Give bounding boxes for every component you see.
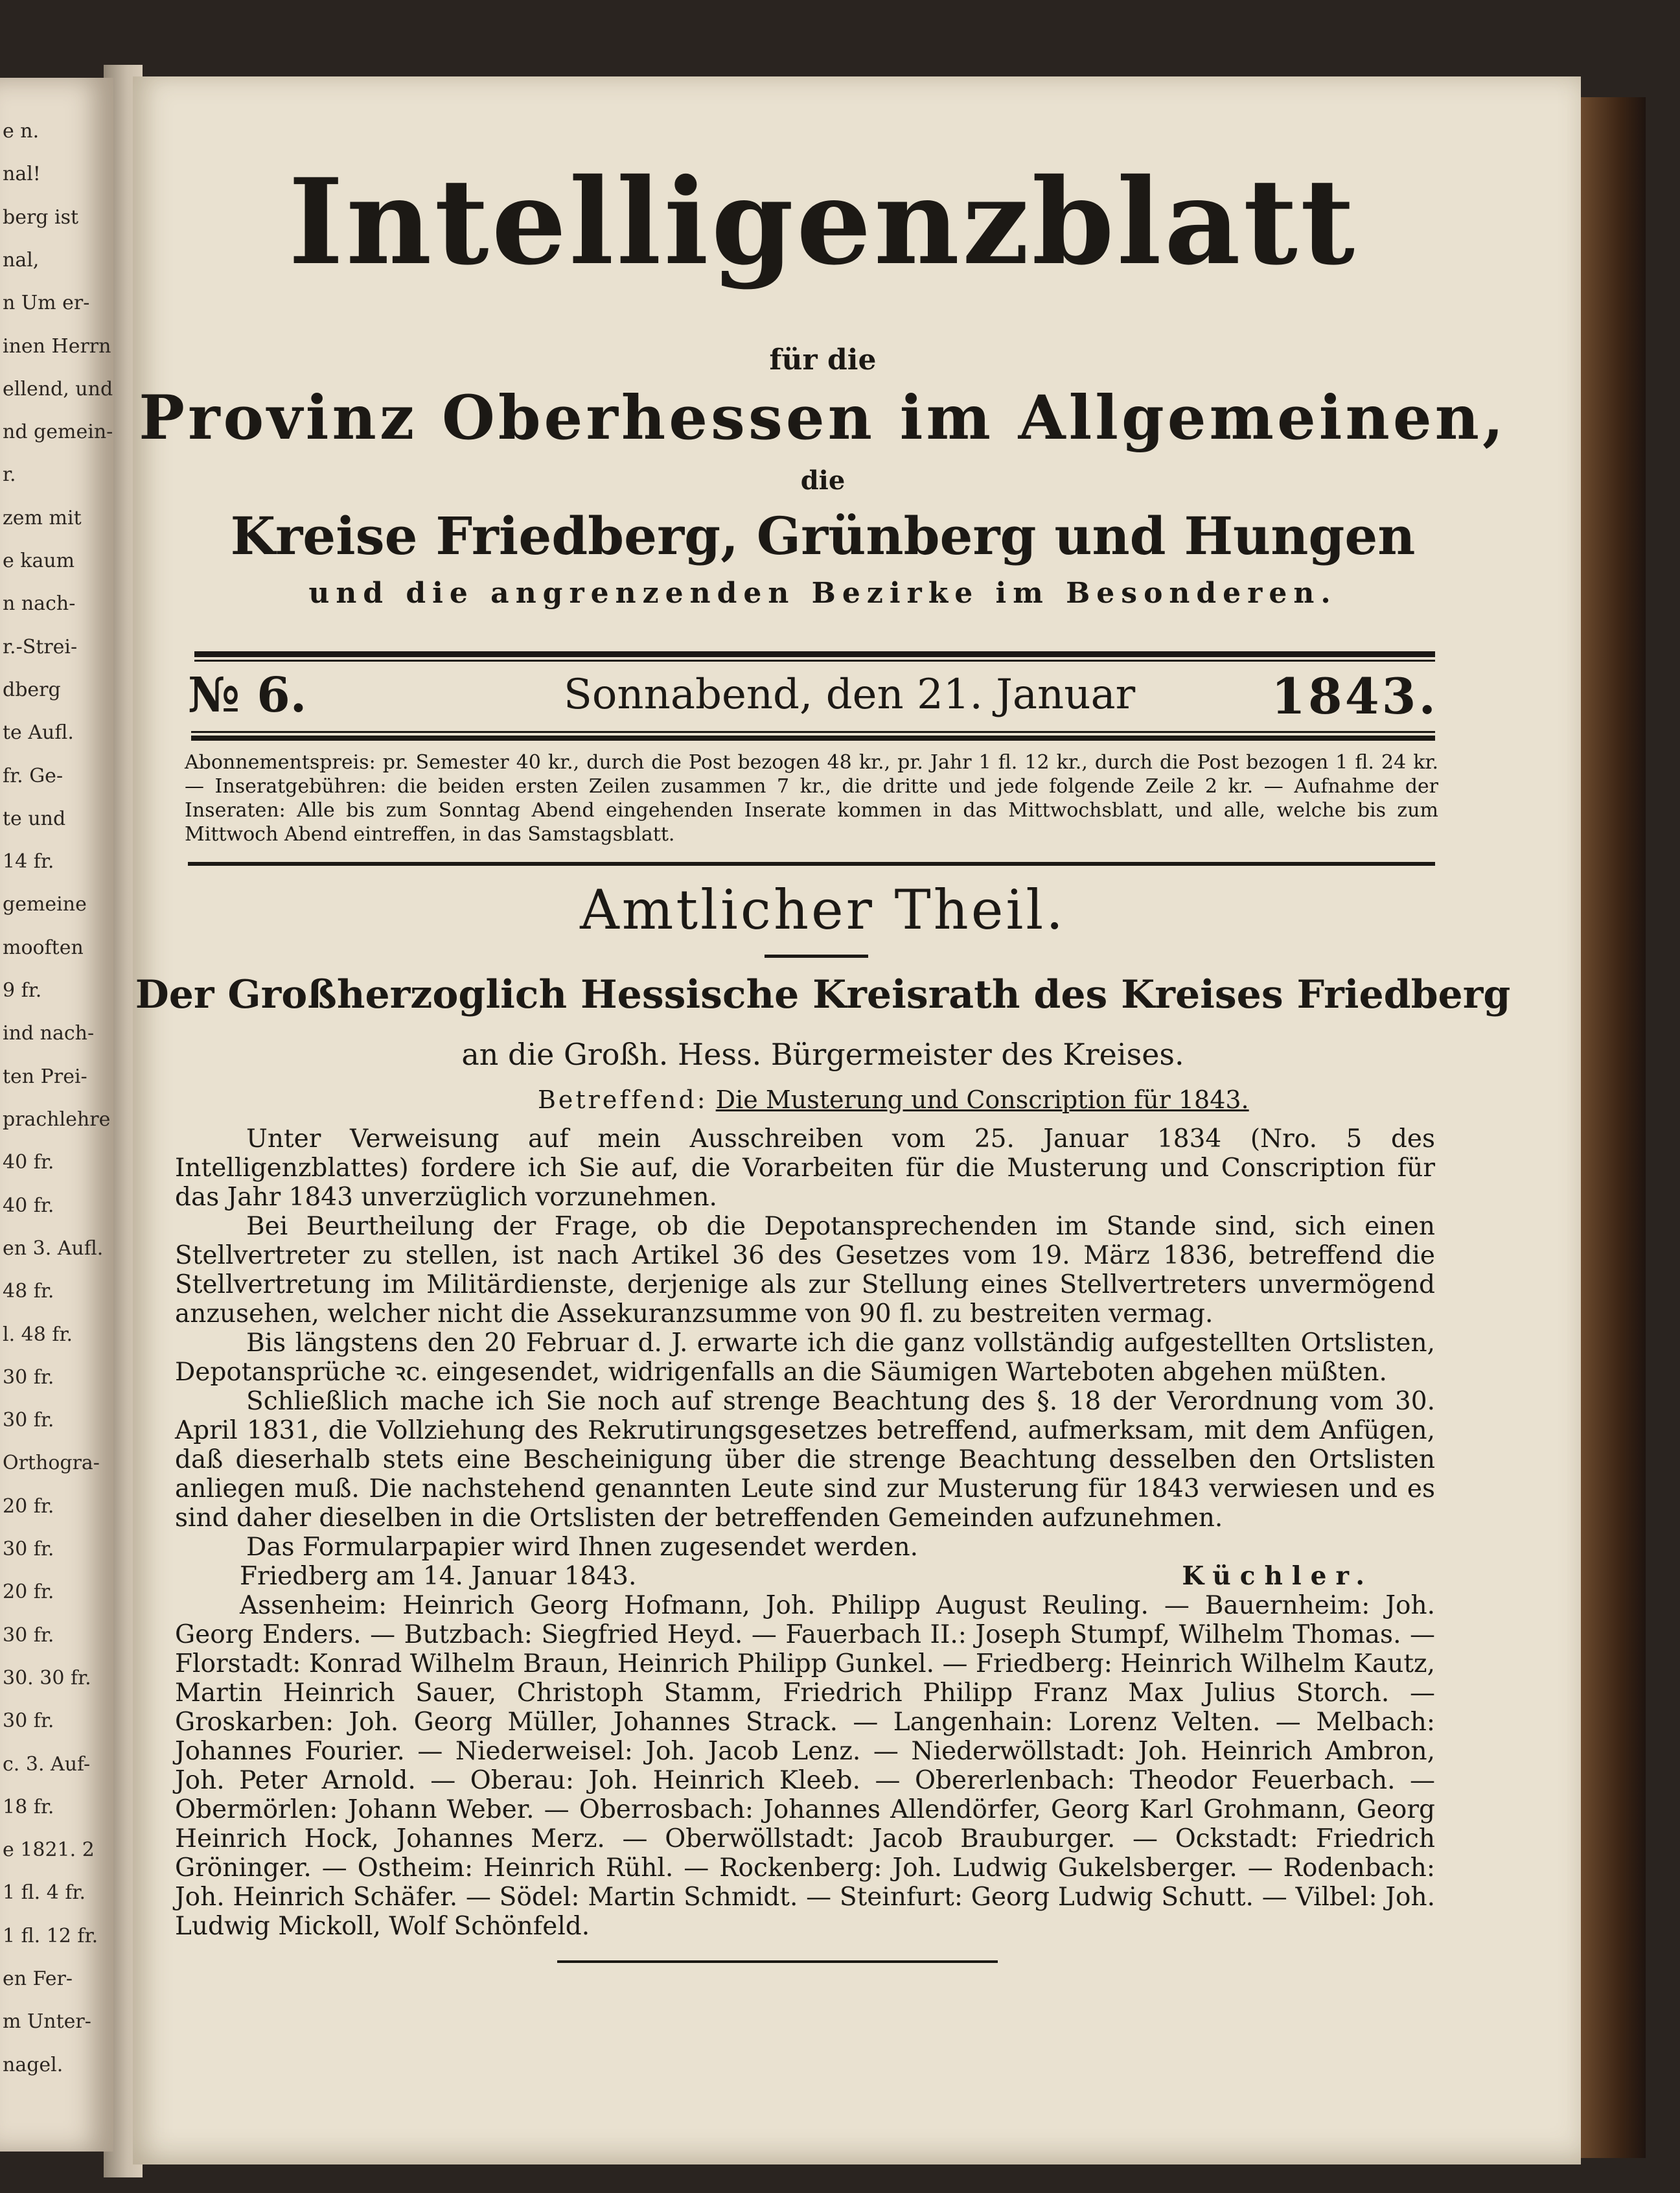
article-subheading: an die Großh. Hess. Bürgermeister des Kreises. bbox=[461, 1037, 1184, 1072]
left-page-fragment: nagel. bbox=[3, 2053, 63, 2076]
left-page-fragment: e 1821. 2 bbox=[3, 1839, 95, 1862]
left-page-fragment: Orthogra- bbox=[3, 1452, 100, 1475]
article-paragraph: Bis längstens den 20 Februar d. J. erwarte ich die ganz vollständig aufgestellten Ortslisten, Depotansprüche ꝛc. eingesendet, widrigenfalls an die Säumigen Warteboten abgehen müßten. bbox=[175, 1329, 1435, 1387]
left-page-fragment: r.-Strei- bbox=[3, 635, 78, 658]
left-page-fragment: prachlehre bbox=[3, 1108, 111, 1131]
conscript-names-list: Assenheim: Heinrich Georg Hofmann, Joh. Philipp August Reuling. — Bauernheim: Joh. Georg Enders. — Butzbach: Siegfried Heyd. — Fauerbach II.: Joseph Stumpf, Wilhelm Thomas. — Florstadt: Konrad Wilhelm Braun, Heinrich Philipp Gunkel. — Friedberg: Heinrich Wilhelm Kautz, Martin Heinrich Sauer, Christoph Stamm, Friedrich Philipp Franz Max Julius Storch. — Groskarben: Joh. Georg Müller, Johannes Strack. — Langenhain: Lorenz Velten. — Melbach: Johannes Fourier. — Niederweisel: Joh. Jacob Lenz. — Niederwöllstadt: Joh. Heinrich Ambron, Joh. Peter Arnold. — Oberau: Joh. Heinrich Kleeb. — Obererlenbach: Theodor Feuerbach. — Obermörlen: Johann Weber. — Oberrosbach: Johannes Allendörfer, Georg Karl Grohmann, Georg Heinrich Hock, Johannes Merz. — Oberwöllstadt: Jacob Brauburger. — Ockstadt: Friedrich Gröninger. — Ostheim: Heinrich Rühl. — Rockenberg: Joh. Ludwig Gukelsberger. — Rodenbach: Joh. Heinrich Schäfer. — Södel: Martin Schmidt. — Steinfurt: Georg Ludwig Schutt. — Vilbel: Joh. Ludwig Mickoll, Wolf Schönfeld. bbox=[175, 1591, 1435, 1941]
left-page-fragment: 40 fr. bbox=[3, 1151, 54, 1174]
left-page-fragment: zem mit bbox=[3, 506, 82, 529]
article-heading: Der Großherzoglich Hessische Kreisrath des Kreises Friedberg bbox=[135, 972, 1511, 1017]
sign-place-date: Friedberg am 14. Januar 1843. bbox=[240, 1562, 637, 1591]
masthead-provinz: Provinz Oberhessen im Allgemeinen, bbox=[139, 382, 1507, 454]
masthead-title: Intelligenzblatt bbox=[288, 152, 1357, 291]
left-page-fragment: 18 fr. bbox=[3, 1795, 54, 1818]
section-title: Amtlicher Theil. bbox=[580, 878, 1066, 942]
rule-top-thick bbox=[194, 651, 1435, 657]
left-page-fragment: dberg bbox=[3, 678, 61, 701]
left-page-fragment: l. 48 fr. bbox=[3, 1323, 73, 1346]
issue-line bbox=[188, 667, 1438, 726]
left-page-fragment: 9 fr. bbox=[3, 979, 42, 1003]
left-page-fragment: e n. bbox=[3, 120, 40, 143]
left-page-fragment: r. bbox=[3, 463, 16, 487]
previous-page-edge bbox=[0, 78, 113, 2152]
issue-number: № 6. bbox=[188, 667, 307, 723]
left-page-fragment: ten Prei- bbox=[3, 1065, 87, 1088]
masthead-fuer-die: für die bbox=[769, 343, 877, 377]
book-cover-edge bbox=[1581, 97, 1646, 2158]
betreff-label: Betreffend: bbox=[538, 1085, 708, 1114]
left-page-fragment: fr. Ge- bbox=[3, 764, 63, 787]
left-page-fragment: gemeine bbox=[3, 893, 87, 916]
left-page-fragment: 30 fr. bbox=[3, 1623, 54, 1647]
masthead-angrenzend: und die angrenzenden Bezirke im Besonderen. bbox=[308, 577, 1337, 610]
left-page-fragment: en 3. Aufl. bbox=[3, 1236, 104, 1260]
left-page-fragment: ellend, und bbox=[3, 377, 113, 400]
rule-mid-thin bbox=[191, 731, 1435, 733]
left-page-fragment: 30 fr. bbox=[3, 1409, 54, 1432]
left-page-fragment: mooften bbox=[3, 936, 84, 959]
left-page-fragment: en Fer- bbox=[3, 1967, 73, 1991]
left-page-fragment: 48 fr. bbox=[3, 1280, 54, 1303]
rule-section bbox=[188, 862, 1435, 866]
left-page-fragment: 30 fr. bbox=[3, 1538, 54, 1561]
left-page-fragment: te Aufl. bbox=[3, 721, 74, 745]
left-page-fragment: 20 fr. bbox=[3, 1581, 54, 1604]
left-page-fragment: 20 fr. bbox=[3, 1494, 54, 1518]
left-page-fragment: nal! bbox=[3, 163, 41, 186]
masthead-kreise: Kreise Friedberg, Grünberg und Hungen bbox=[230, 505, 1416, 566]
article-paragraph: Bei Beurtheilung der Frage, ob die Depotansprechenden im Stande sind, sich einen Stellvertreter zu stellen, ist nach Artikel 36 des Gesetzes vom 19. März 1836, betreffend die Stellvertretung im Militärdienste, derjenige als zur Stellung eines Stellvertreters unvermögend anzusehen, welcher nicht die Assekuranzsumme von 90 fl. zu bestreiten vermag. bbox=[175, 1212, 1435, 1329]
left-page-fragment: 14 fr. bbox=[3, 850, 54, 874]
left-page-fragment: nd gemein- bbox=[3, 421, 113, 444]
issue-year: 1843. bbox=[1271, 667, 1438, 725]
left-page-fragment: te und bbox=[3, 807, 66, 830]
section-ornament-rule bbox=[765, 955, 868, 958]
rule-end bbox=[557, 1960, 998, 1963]
left-page-fragment: ind nach- bbox=[3, 1022, 95, 1045]
article-paragraph: Das Formularpapier wird Ihnen zugesendet werden. bbox=[246, 1533, 919, 1562]
rule-mid-thick bbox=[191, 736, 1435, 741]
signer-name: Küchler. bbox=[1182, 1561, 1374, 1591]
left-page-fragment: e kaum bbox=[3, 550, 75, 573]
masthead-die: die bbox=[800, 465, 846, 496]
left-page-fragment: c. 3. Auf- bbox=[3, 1752, 91, 1776]
left-page-fragment: 1 fl. 4 fr. bbox=[3, 1881, 86, 1905]
article-paragraph: Unter Verweisung auf mein Ausschreiben vom 25. Januar 1834 (Nro. 5 des Intelligenzblattes) fordere ich Sie auf, die Vorarbeiten für die Musterung und Conscription für das Jahr 1843 unverzüglich vorzunehmen. bbox=[175, 1124, 1435, 1212]
left-page-fragment: 40 fr. bbox=[3, 1194, 54, 1217]
left-page-fragment: berg ist bbox=[3, 205, 79, 229]
article-paragraph: Schließlich mache ich Sie noch auf strenge Beachtung des §. 18 der Verordnung vom 30. April 1831, die Vollziehung des Rekrutirungsgesetzes betreffend, aufmerksam, mit dem Anfügen, daß dieserhalb stets eine Bescheinigung über die strenge Beachtung desselben den Ortslisten anliegen muß. Die nachstehend genannten Leute sind zur Musterung für 1843 verwiesen und es sind daher dieselben in die Ortslisten der betreffenden Gemeinden aufzunehmen. bbox=[175, 1387, 1435, 1533]
signature-line bbox=[175, 1562, 1435, 1591]
left-page-fragment: m Unter- bbox=[3, 2010, 91, 2034]
left-page-fragment: n nach- bbox=[3, 592, 76, 616]
article-body bbox=[175, 1124, 1435, 1941]
subscription-note: Abonnementspreis: pr. Semester 40 kr., durch die Post bezogen 48 kr., pr. Jahr 1 fl. 12 kr., durch die Post bezogen 1 fl. 24 kr. — Inseratgebühren: die beiden ersten Zeilen zusammen 7 kr., die dritte und jede folgende Zeile 2 kr. — Aufnahme der Inseraten: Alle bis zum Sonntag Abend eingehenden Inserate kommen in das Mittwochsblatt, und alle, welche bis zum Mittwoch Abend eintreffen, in das Samstagsblatt. bbox=[185, 751, 1438, 846]
left-page-fragment: 30. 30 fr. bbox=[3, 1666, 91, 1689]
left-page-fragment: inen Herrn bbox=[3, 334, 111, 358]
rule-top-thin bbox=[194, 660, 1435, 662]
left-page-fragment: 1 fl. 12 fr. bbox=[3, 1924, 98, 1947]
left-page-fragment: nal, bbox=[3, 248, 40, 272]
left-page-fragment: 30 fr. bbox=[3, 1365, 54, 1389]
issue-date: Sonnabend, den 21. Januar bbox=[564, 671, 1136, 719]
betreff-subject: Die Musterung und Conscription für 1843. bbox=[715, 1085, 1249, 1114]
left-page-fragment: 30 fr. bbox=[3, 1710, 54, 1733]
betreff-line bbox=[538, 1085, 1249, 1114]
left-page-fragment: n Um er- bbox=[3, 292, 90, 315]
